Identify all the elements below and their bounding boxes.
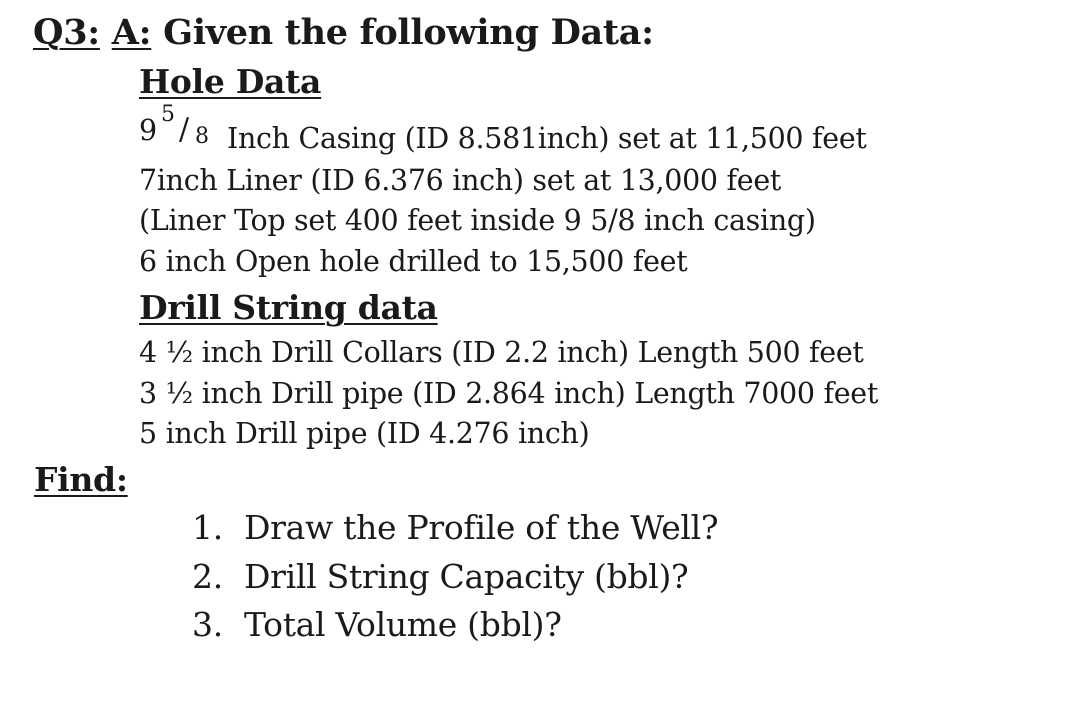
find-item-number: 3. xyxy=(192,605,223,644)
casing-size-denominator: 8 xyxy=(195,124,209,149)
question-title xyxy=(33,12,654,53)
find-label: Find: xyxy=(34,460,128,499)
question-text: Given the following Data: xyxy=(163,12,654,53)
drill-pipe-35-line: 3 ½ inch Drill pipe (ID 2.864 inch) Length 7000 feet xyxy=(139,377,879,410)
casing-size-numerator: 5 xyxy=(161,102,175,127)
find-item-text: Total Volume (bbl)? xyxy=(244,605,562,644)
liner-top-line: (Liner Top set 400 feet inside 9 5/8 inch casing) xyxy=(139,204,816,237)
hole-data-heading: Hole Data xyxy=(139,62,322,101)
casing-size-slash: / xyxy=(179,112,189,147)
casing-size-fraction xyxy=(139,102,227,149)
question-label: Q3: xyxy=(33,12,100,53)
find-item xyxy=(192,605,562,644)
drill-collars-line: 4 ½ inch Drill Collars (ID 2.2 inch) Length 500 feet xyxy=(139,336,864,369)
open-hole-line: 6 inch Open hole drilled to 15,500 feet xyxy=(139,245,688,278)
find-item xyxy=(192,557,688,596)
drill-pipe-5-line: 5 inch Drill pipe (ID 4.276 inch) xyxy=(139,417,590,450)
casing-line xyxy=(139,102,867,155)
question-part: A: xyxy=(111,12,152,53)
find-item-text: Drill String Capacity (bbl)? xyxy=(244,557,689,596)
casing-size-whole: 9 xyxy=(139,114,157,147)
casing-description: Inch Casing (ID 8.581inch) set at 11,500 feet xyxy=(227,122,867,155)
liner-line: 7inch Liner (ID 6.376 inch) set at 13,000 feet xyxy=(139,164,782,197)
find-item-number: 2. xyxy=(192,557,223,596)
find-item xyxy=(192,508,718,547)
find-item-number: 1. xyxy=(192,508,223,547)
drill-string-heading: Drill String data xyxy=(139,288,438,327)
find-item-text: Draw the Profile of the Well? xyxy=(244,508,719,547)
